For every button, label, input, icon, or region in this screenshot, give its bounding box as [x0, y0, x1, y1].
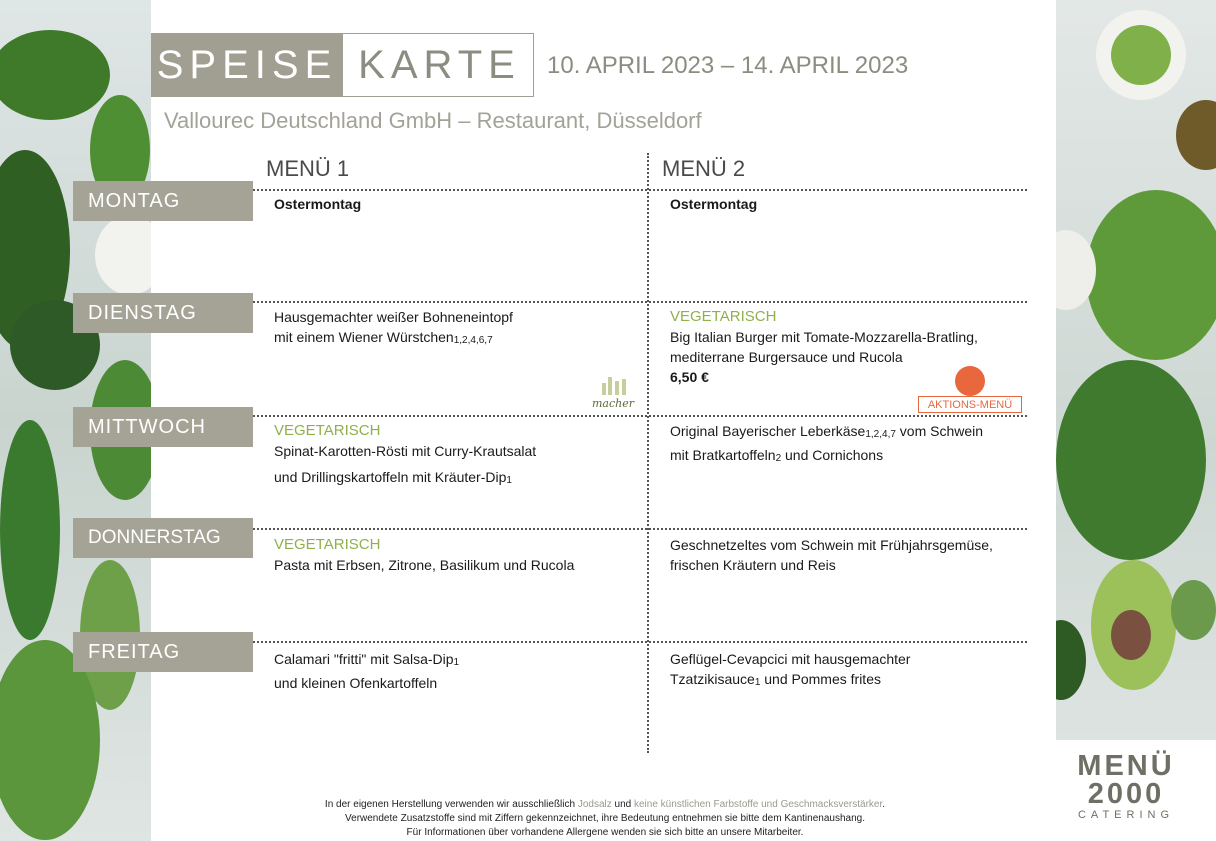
vegetables-photo-right: [1056, 0, 1216, 740]
cutlery-icon: [955, 366, 985, 396]
column-divider: [647, 153, 649, 753]
day-label-montag: MONTAG: [73, 181, 253, 221]
row-divider-mittwoch: [232, 415, 1027, 417]
footer-notes: In der eigenen Herstellung verwenden wir ausschließlich Jodsalz und keine künstlichen Farbstoffe und Geschmacksverstärker. Verwendete Zusatzstoffe sind mit Ziffern gekennzeichnet, ihre Bedeutung entnehmen sie bitte dem Kantinenaushang. Für Informationen über vorhandene Allergene wenden sie sich bitte an unsere Mitarbeiter.: [324, 799, 886, 838]
montag-menu2-item: Ostermontag: [670, 196, 758, 212]
macher-logo-icon: [588, 375, 640, 411]
vegetarian-tag: VEGETARISCH: [274, 422, 381, 439]
day-label-dienstag: DIENSTAG: [73, 293, 253, 333]
date-range: 10. APRIL 2023 – 14. APRIL 2023: [547, 52, 909, 79]
freitag-menu2-item: Geflügel-Cevapcici mit hausgemachter Tzatzikisauce$_1$ und Pommes frites: [670, 651, 911, 688]
restaurant-subtitle: Vallourec Deutschland GmbH – Restaurant, Düsseldorf: [164, 108, 702, 133]
row-divider-donnerstag: [232, 528, 1027, 530]
freitag-menu1-item: Calamari "fritti" mit Salsa-Dip$_1$ und kleinen Ofenkartoffeln: [274, 651, 460, 691]
mittwoch-menu1-item: VEGETARISCH Spinat-Karotten-Rösti mit Curry-Krautsalat und Drillingskartoffeln mit Kräuter-Dip$_1$: [274, 422, 537, 486]
day-label-freitag: FREITAG: [73, 632, 253, 672]
dienstag-menu2-item: VEGETARISCH Big Italian Burger mit Tomate-Mozzarella-Bratling, mediterrane Burgersauce und Rucola 6,50 €: [670, 308, 978, 385]
mittwoch-menu2-item: Original Bayerischer Leberkäse$_{1,2,4,7}$ vom Schwein mit Bratkartoffeln$_2$ und Cornichons: [670, 423, 984, 464]
title-speise: SPEISE: [151, 33, 343, 97]
row-divider-freitag: [232, 641, 1027, 643]
price: 6,50 €: [670, 369, 709, 385]
row-divider-montag: [232, 189, 1027, 191]
menu2-heading: MENÜ 2: [662, 156, 746, 181]
macher-logo-text: macher: [592, 397, 635, 410]
row-divider-dienstag: [232, 301, 1027, 303]
day-label-donnerstag: DONNERSTAG: [73, 518, 253, 558]
donnerstag-menu2-item: Geschnetzeltes vom Schwein mit Frühjahrsgemüse, frischen Kräutern und Reis: [670, 537, 993, 573]
dienstag-menu1-item: Hausgemachter weißer Bohneneintopf mit einem Wiener Würstchen$_{1,2,4,6,7}$: [274, 309, 513, 346]
donnerstag-menu1-item: VEGETARISCH Pasta mit Erbsen, Zitrone, Basilikum und Rucola: [274, 536, 575, 573]
vegetarian-tag: VEGETARISCH: [274, 536, 381, 553]
aktions-menu-badge: AKTIONS-MENÜ: [918, 396, 1022, 413]
montag-menu1-item: Ostermontag: [274, 196, 362, 212]
menu1-heading: MENÜ 1: [266, 156, 350, 181]
day-label-mittwoch: MITTWOCH: [73, 407, 253, 447]
title-karte: KARTE: [358, 43, 521, 87]
vegetarian-tag: VEGETARISCH: [670, 308, 777, 325]
menue2000-logo: MENÜ 2000 CATERING: [1077, 750, 1175, 821]
